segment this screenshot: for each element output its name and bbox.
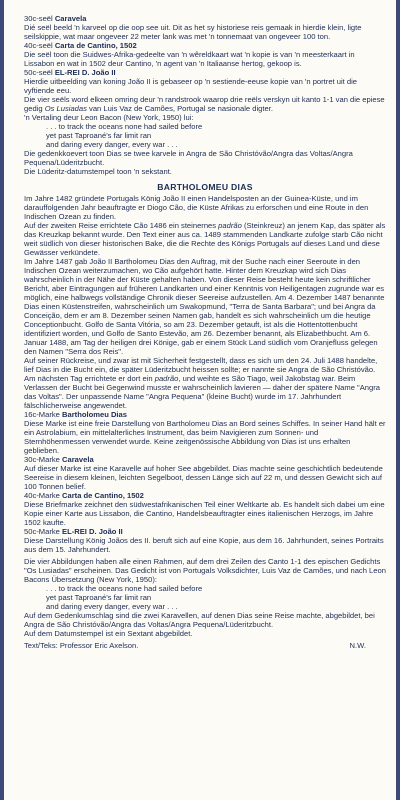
de-stamp-16c-heading: 16c-Marke Bartholomeu Dias	[24, 410, 127, 419]
de-verse-line-1: . . . to track the oceans none had sailed before	[46, 584, 203, 593]
de-history	[24, 194, 386, 410]
af-note-border: Die vier seëls word elkeen omring deur 'n randstrook waarop drie reëls verskyn uit kanto 1-1 van die epiese gedig Os Lusiadas van Luis Vaz de Camões, Portugal se nasionale digter.	[24, 95, 385, 113]
footer-credit: Text/Teks: Professor Eric Axelson.	[24, 641, 139, 650]
af-note-cover: Die gedenkkoevert toon Dias se twee karvele in Angra de São Christóvão/Angra das Voltas/Angra Pequena/Lüderitzbucht.	[24, 149, 353, 167]
section-title: BARTHOLOMEU DIAS	[157, 182, 253, 192]
de-stamp-30c-text: Auf dieser Marke ist eine Karavelle auf hoher See abgebildet. Dias machte seine geschichtlich bedeutende Seereise in diesem kleinen, leichten Segelboot, dessen Länge sich auf 22 m, und dessen Gewicht sich auf 100 Tonnen belief.	[24, 464, 383, 491]
af-notes	[24, 95, 386, 176]
af-stamp-30c-text: Dié seël beeld 'n karveel op die oop see uit. Dit as het sy historiese reis gemaak in hierdie klein, ligte seilskippie, wat maar ongeveer 22 meter lank was met 'n tonnemaat van ongeveer 100 ton.	[24, 23, 362, 41]
af-stamp-40c-heading: 40c-seël Carta de Cantino, 1502	[24, 41, 137, 50]
de-stamp-50c	[24, 527, 386, 554]
de-stamp-30c	[24, 455, 386, 491]
af-stamp-40c	[24, 41, 386, 68]
af-stamp-50c-text: Hierdie uitbeelding van koning João II is gebaseer op 'n sestiende-eeuse kopie van 'n portret uit die vyftiende eeu.	[24, 77, 358, 95]
af-stamp-40c-text: Die seël toon die Suidwes-Afrika-gedeelte van 'n wêreldkaart wat 'n kopie is van 'n meesterkaart in Lissabon en wat in 1502 deur Cantino, 'n agent van 'n Italiaanse hertog, gekoop is.	[24, 50, 355, 68]
af-stamp-50c-heading: 50c-seël EL-REI D. João II	[24, 68, 116, 77]
de-stamp-16c	[24, 410, 386, 455]
af-stamp-30c-heading: 30c-seël Caravela	[24, 14, 87, 23]
de-stamp-50c-heading: 50c-Marke EL-REI D. João II	[24, 527, 123, 536]
de-verse-line-3: and daring every danger, every war . . .	[46, 602, 178, 611]
de-stamp-40c-text: Diese Briefmarke zeichnet den südwestafrikanischen Teil einer Weltkarte ab. Es handelt sich dabei um eine Kopie einer Karte aus Lissabon, die Cantino, Handelsbeauftragter eines italienischen Herzogs, im Jahre 1502 kaufte.	[24, 500, 385, 527]
af-stamp-50c	[24, 68, 386, 95]
af-verse-line-3: and daring every danger, every war . . .	[46, 140, 178, 149]
de-stamp-40c-heading: 40c-Marke Carta de Cantino, 1502	[24, 491, 144, 500]
de-note-cover: Auf dem Gedenkumschlag sind die zwei Karavellen, auf denen Dias seine Reise machte, abgebildet, bei Angra de São Christóvão/Angra das Voltas/Angra Pequena/Lüderitzbucht.	[24, 611, 375, 629]
de-stamp-30c-heading: 30c-Marke Caravela	[24, 455, 94, 464]
footer-initials: N.W.	[349, 641, 366, 650]
af-note-datestamp: Die Lüderitz-datumstempel toon 'n sekstant.	[24, 167, 172, 176]
de-para-4: Auf seiner Rückreise, und zwar ist mit Sicherheit festgestellt, dass es sich um den 24. Juli 1488 handelte, lief Dias in die Bucht ein, die später Lüderitzbucht heissen sollte; er nannte sie Angra de São Christóvão. Am nächsten Tag errichtete er dort ein padrão, und weihte es São Tiago, weil Jakobstag war. Beim Verlassen der Bucht bei Gegenwind musste er wahrscheinlich lavieren — daher der spätere Name "Angra das Voltas". Der unpassende Name "Angra Pequena" (kleine Bucht) wurde im 17. Jahrhundert fälschlicherweise angewendet.	[24, 356, 380, 410]
de-verse-line-2: yet past Taproané's far limit ran	[46, 593, 152, 602]
de-stamp-16c-text: Diese Marke ist eine freie Darstellung von Bartholomeu Dias an Bord seines Schiffes. In seiner Hand hält er ein Astrolabium, ein mittelalterliches Instrument, das beim Navigieren zum Sonnen- und Sternhöhenmessen verwendet wurde. Keine zeitgenössische Abbildung von Dias ist uns erhalten geblieben.	[24, 419, 386, 455]
de-stamp-50c-text: Diese Darstellung König Joãos des II. beruft sich auf eine Kopie, aus dem 16. Jahrhundert, seines Portraits aus dem 15. Jahrhundert.	[24, 536, 384, 554]
footer	[24, 641, 386, 650]
de-note-border: Die vier Abbildungen haben alle einen Rahmen, auf dem drei Zeilen des Canto 1-1 des epischen Gedichts "Os Lusiadas" erscheinen. Das Gedicht ist von Portugals Volksdichter, Luis Vaz de Camões, und nach Leon Bacons Übersetzung (New York, 1950):	[24, 557, 386, 584]
af-note-translation: 'n Vertaling deur Leon Bacon (New York, 1950) lui:	[24, 113, 194, 122]
af-verse-line-2: yet past Taproané's far limit ran	[46, 131, 152, 140]
de-para-2: Auf der zweiten Reise errichtete Cão 1486 ein steinernes padrão (Steinkreuz) an jenem Kap, das später als das Kreuzkap bekannt wurde. Den Text einer aus ca. 1489 stammenden Landkarte zufolge starb Cão nicht weit südlich von dieser historischen Bake, die die Rechte des Königs Portugals auf dieses Land und diese Gewässer verkündete.	[24, 221, 386, 257]
af-verse-line-1: . . . to track the oceans none had sailed before	[46, 122, 203, 131]
de-note-datestamp: Auf dem Datumstempel ist ein Sextant abgebildet.	[24, 629, 193, 638]
af-stamp-30c	[24, 14, 386, 41]
de-para-3: Im Jahre 1487 gab João II Bartholomeu Dias den Auftrag, mit der Suche nach einer Seeroute in den Indischen Ozean weiterzumachen, wo Cão aufgehört hatte. Hinter dem Kreuzkap wird sich Dias wahrscheinlich in der Nähe der Küste gehalten haben. Von dieser Reise besteht heute kein schriftlicher Bericht, aber Eintragungen auf früheren Landkarten und einer Kenntnis von Heiligentagen zugrunde war es möglich, eine halbwegs vollständige Chronik dieser Seereise aufzustellen. Am 4. Dezember 1487 benannte Dias einen Küstenstreifen, wahrscheinlich um Swakopmund, "Terra de Santa Barbara"; und bei Angra da Conceição, dem er am 8. Dezember seinen Namen gab, handelt es sich wahrscheinlich um die heutige Conceptionbucht. Golfo de Santa Vitória, so am 23. Dezember getauft, ist als die Hottentottenbucht identifiziert worden, und Golfo de Santo Estevão, am 26. Dezember benannt, als Elizabethbucht. Am 6. Januar 1488, am Tag der heiligen drei Könige, gab er einem Stück Land südlich vom Oranjefluss gelegen den Namen "Serra dos Reis".	[24, 257, 385, 356]
de-para-1: Im Jahre 1482 gründete Portugals König João II einen Handelsposten an der Guinea-Küste, und im darauffolgenden Jahr beauftragte er Diogo Cão, die Küste Afrikas zu erforschen und eine Route in den Indischen Ozean zu finden.	[24, 194, 369, 221]
de-notes	[24, 557, 386, 638]
de-stamp-40c	[24, 491, 386, 527]
